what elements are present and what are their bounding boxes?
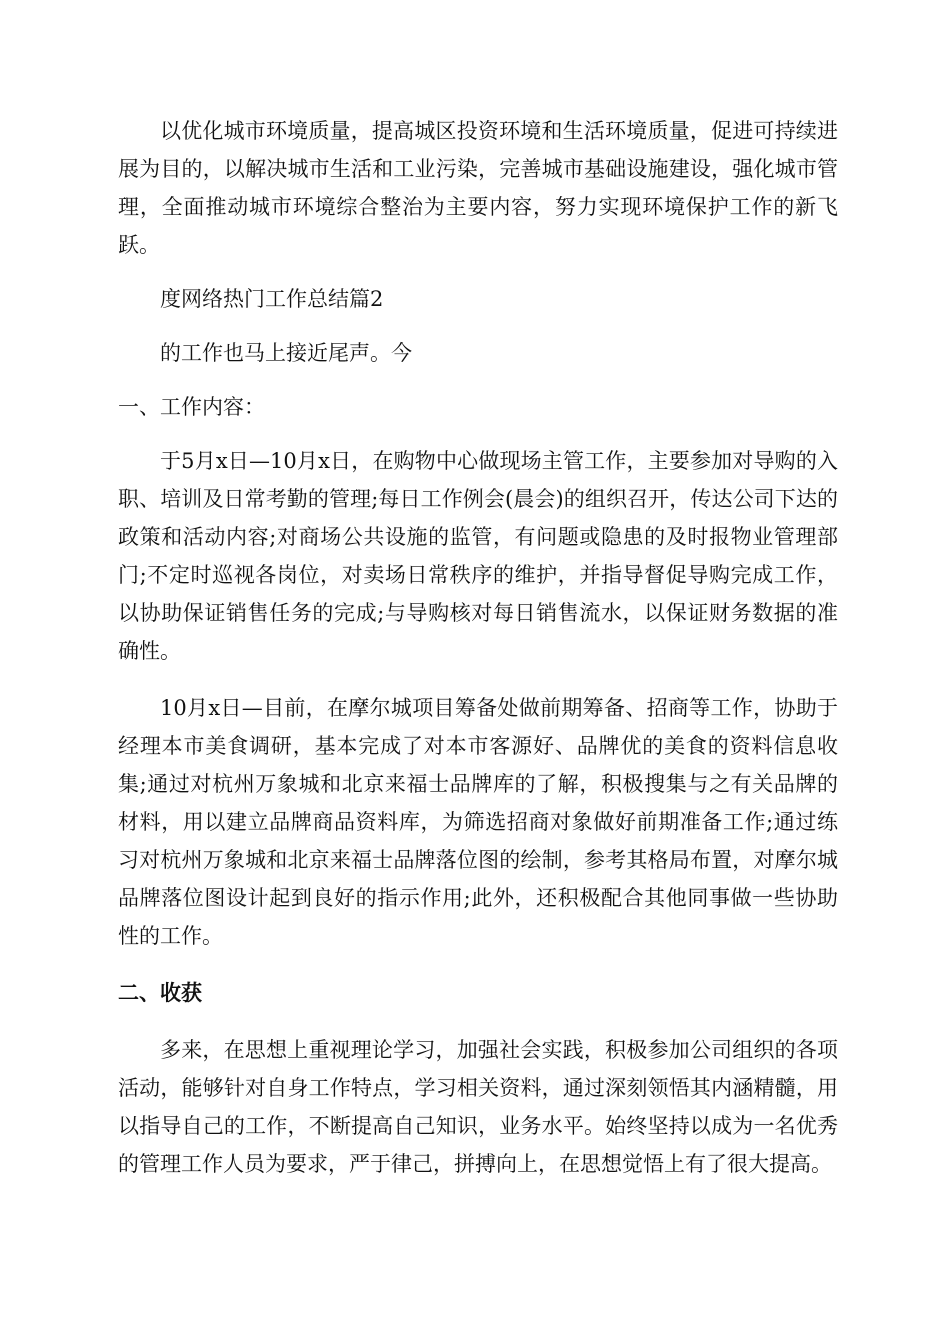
- paragraph-mall-supervisor: 于5月x日—10月x日，在购物中心做现场主管工作，主要参加对导购的入职、培训及日常考勤的管理;每日工作例会(晨会)的组织召开，传达公司下达的政策和活动内容;对商场公共设施的监管，有问题或隐患的及时报物业管理部门;不定时巡视各岗位，对卖场日常秩序的维护，并指导督促导购完成工作，以协助保证销售任务的完成;与导购核对每日销售流水，以保证财务数据的准确性。: [118, 449, 838, 663]
- paragraph-year-end: 的工作也马上接近尾声。今: [160, 341, 412, 365]
- heading-gains: 二、收获: [118, 981, 202, 1005]
- paragraph-mall-project: 10月x日—目前，在摩尔城项目筹备处做前期筹备、招商等工作，协助于经理本市美食调研，基本完成了对本市客源好、品牌优的美食的资料信息收集;通过对杭州万象城和北京来福士品牌库的了解，积极搜集与之有关品牌的材料，用以建立品牌商品资料库，为筛选招商对象做好前期准备工作;通过练习对杭州万象城和北京来福士品牌落位图的绘制，参考其格局布置，对摩尔城品牌落位图设计起到良好的指示作用;此外，还积极配合其他同事做一些协助性的工作。: [118, 696, 838, 948]
- paragraph-gains: 多来，在思想上重视理论学习，加强社会实践，积极参加公司组织的各项活动，能够针对自身工作特点，学习相关资料，通过深刻领悟其内涵精髓，用以指导自己的工作，不断提高自己知识，业务水平。始终坚持以成为一名优秀的管理工作人员为要求，严于律己，拼搏向上，在思想觉悟上有了很大提高。: [118, 1038, 838, 1176]
- paragraph-intro: 以优化城市环境质量，提高城区投资环境和生活环境质量，促进可持续进展为目的，以解决城市生活和工业污染，完善城市基础设施建设，强化城市管理，全面推动城市环境综合整治为主要内容，努力实现环境保护工作的新飞跃。: [118, 119, 838, 257]
- section-title-summary-2: 度网络热门工作总结篇2: [160, 287, 384, 311]
- document-body: [118, 112, 838, 1183]
- heading-work-content: 一、工作内容：: [118, 395, 265, 419]
